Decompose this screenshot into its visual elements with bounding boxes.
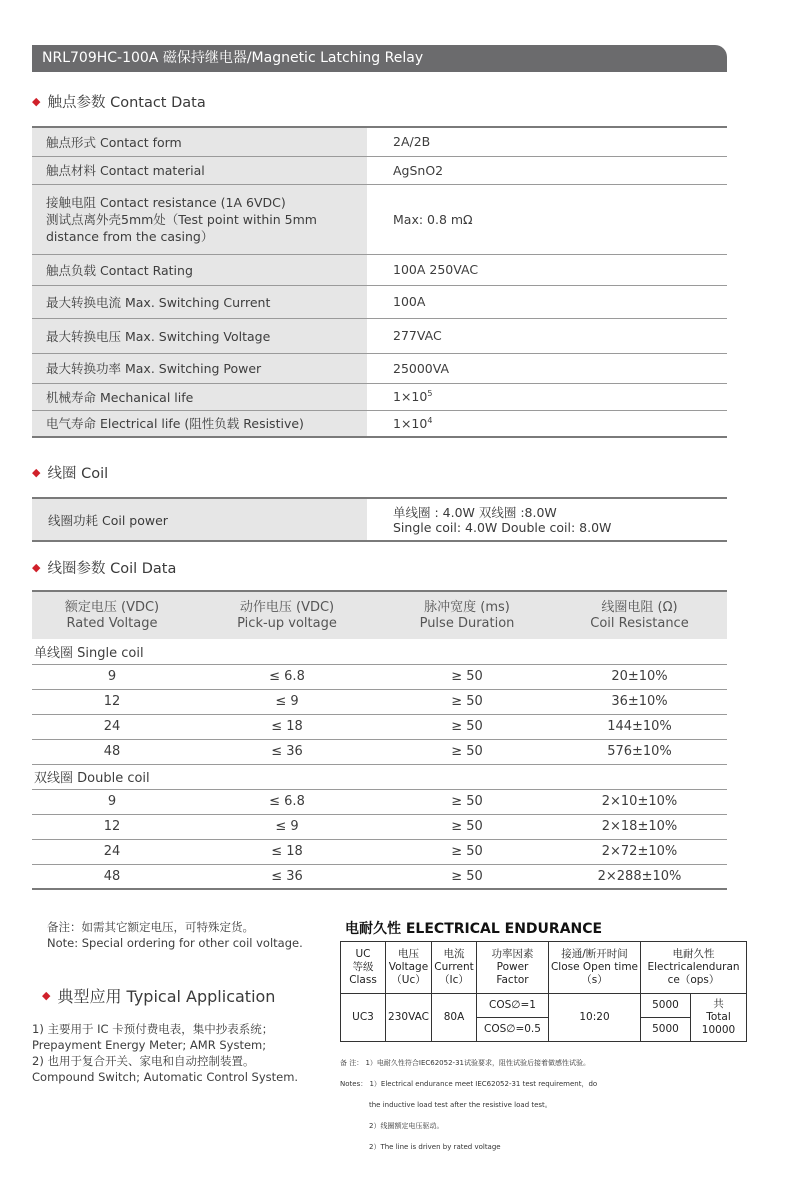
cell: 9 [32,789,192,814]
contact-form-label: 触点形式 Contact form [32,127,367,156]
endurance-col-life: 电耐久性 Electricalenduran ce（ops） [641,942,747,994]
mechanical-life-value: $1\times 10^5$ [367,383,727,410]
contact-resistance-line1: 接触电阻 Contact resistance (1A 6VDC) [46,194,286,210]
coil-section-label: 线圈 Coil [47,466,109,482]
diamond-bullet-icon: ◆ [32,466,41,479]
table-row [32,127,727,156]
endurance-col-time: 接通/断开时间 Close Open time （s） [549,942,641,994]
contact-section-label: 触点参数 Contact Data [47,95,206,111]
contact-resistance-line3: distance from the casing） [46,228,214,244]
endurance-current: 80A [432,994,477,1042]
contact-resistance-line2: 测试点离外壳5mm处（Test point within 5mm [46,211,317,227]
cell: 576±10% [552,739,727,764]
table-row [32,814,727,839]
endurance-col-uc: UC 等级 Class [341,942,386,994]
contact-rating-label: 触点负载 Contact Rating [32,254,367,285]
contact-section-title [32,91,206,112]
endurance-note-line: the inductive load test after the resistive load test。 [369,1101,552,1109]
max-current-value: 100A [367,285,727,318]
table-row [32,839,727,864]
note-line1: 备注：如需其它额定电压，可特殊定货。 [47,920,254,934]
cell: ≤ 6.8 [192,664,382,689]
mechanical-life-label: 机械寿命 Mechanical life [32,383,367,410]
cell: ≥ 50 [382,714,552,739]
max-voltage-value: 277VAC [367,318,727,353]
table-row [32,318,727,353]
application-text [32,1021,298,1085]
cell: ≤ 6.8 [192,789,382,814]
coil-power-table [32,497,727,542]
endurance-ops2: 5000 [641,1018,691,1042]
table-row [32,664,727,689]
col-coil-resistance: 线圈电阻 (Ω) Coil Resistance [552,591,727,639]
diamond-bullet-icon: ◆ [32,561,41,574]
coil-power-value [367,498,727,541]
endurance-col-current: 电流 Current （Ic） [432,942,477,994]
table-row [32,498,727,541]
table-row [32,383,727,410]
coil-power-line2: Single coil: 4.0W Double coil: 8.0W [393,519,612,535]
application-line1: 1) 主要用于 IC 卡预付费电表，集中抄表系统； [32,1022,274,1036]
cell: ≥ 50 [382,689,552,714]
endurance-note-line: 2）The line is driven by rated voltage [369,1143,501,1151]
cell: ≤ 9 [192,814,382,839]
cell: 2×72±10% [552,839,727,864]
cell: 24 [32,839,192,864]
application-title [42,984,275,1007]
max-voltage-label: 最大转换电压 Max. Switching Voltage [32,318,367,353]
endurance-voltage: 230VAC [386,994,432,1042]
cell: 36±10% [552,689,727,714]
cell: 12 [32,689,192,714]
page-header: NRL709HC-100A 磁保持继电器/Magnetic Latching Relay [32,45,727,72]
application-line4: Compound Switch; Automatic Control System. [32,1070,299,1084]
max-power-value: 25000VA [367,353,727,383]
cell: ≥ 50 [382,839,552,864]
cell: ≤ 36 [192,864,382,889]
endurance-notes [340,1059,597,1164]
col-pickup-voltage: 动作电压 (VDC) Pick-up voltage [192,591,382,639]
endurance-row [341,994,747,1018]
table-row [32,410,727,437]
coil-data-section-label: 线圈参数 Coil Data [47,561,177,577]
cell: ≥ 50 [382,814,552,839]
endurance-note-line: Notes： 1）Electrical endurance meet IEC62052-31 test requirement，do [340,1080,598,1088]
coil-data-section-title [32,557,176,578]
contact-resistance-label [32,184,367,254]
table-row [32,689,727,714]
cell: 2×10±10% [552,789,727,814]
endurance-pf1: COS∅=1 [477,994,549,1018]
cell: 48 [32,739,192,764]
diamond-bullet-icon: ◆ [42,989,51,1002]
cell: 12 [32,814,192,839]
endurance-note-line: 2）线圈额定电压驱动。 [369,1122,444,1130]
cell: ≤ 18 [192,714,382,739]
table-row [32,714,727,739]
table-row [32,184,727,254]
endurance-time: 10:20 [549,994,641,1042]
application-line3: 2) 也用于复合开关、家电和自动控制装置。 [32,1054,255,1068]
contact-material-label: 触点材料 Contact material [32,156,367,184]
diamond-bullet-icon: ◆ [32,95,41,108]
endurance-col-voltage: 电压 Voltage （Uc） [386,942,432,994]
coil-power-label: 线圈功耗 Coil power [32,498,367,541]
cell: 9 [32,664,192,689]
col-pulse-duration: 脉冲宽度 (ms) Pulse Duration [382,591,552,639]
cell: ≤ 18 [192,839,382,864]
cell: 48 [32,864,192,889]
electrical-life-label: 电气寿命 Electrical life (阻性负载 Resistive) [32,410,367,437]
endurance-uc: UC3 [341,994,386,1042]
cell: ≥ 50 [382,664,552,689]
table-header-row [32,591,727,639]
table-row [32,285,727,318]
table-row [32,789,727,814]
endurance-title: 电耐久性 ELECTRICAL ENDURANCE [345,921,603,937]
coil-section-title [32,462,108,483]
table-row [32,156,727,184]
endurance-total: 共 Total 10000 [691,994,747,1042]
table-row [32,864,727,889]
cell: 24 [32,714,192,739]
endurance-pf2: COS∅=0.5 [477,1018,549,1042]
application-line2: Prepayment Energy Meter; AMR System; [32,1038,267,1052]
contact-data-table [32,126,727,438]
cell: ≥ 50 [382,789,552,814]
double-coil-label: 双线圈 Double coil [32,764,727,789]
single-coil-group-row [32,639,727,664]
endurance-table [340,941,747,1042]
endurance-col-pf: 功率因素 Power Factor [477,942,549,994]
contact-resistance-value: Max: 0.8 mΩ [367,184,727,254]
cell: ≥ 50 [382,739,552,764]
application-title-label: 典型应用 Typical Application [57,987,276,1006]
cell: 2×18±10% [552,814,727,839]
cell: 2×288±10% [552,864,727,889]
cell: ≥ 50 [382,864,552,889]
endurance-ops1: 5000 [641,994,691,1018]
electrical-life-value: $1\times 10^4$ [367,410,727,437]
contact-form-value: 2A/2B [367,127,727,156]
cell: ≤ 9 [192,689,382,714]
contact-material-value: AgSnO2 [367,156,727,184]
double-coil-group-row [32,764,727,789]
coil-power-line1: 单线圈 : 4.0W 双线圈 :8.0W [393,504,557,520]
cell: ≤ 36 [192,739,382,764]
endurance-note-line: 备 注： 1）电耐久性符合IEC62052-31试验要求，阻性试验后接着做感性试验。 [340,1059,590,1067]
table-row [32,254,727,285]
note-line2: Note: Special ordering for other coil voltage. [47,936,303,950]
single-coil-label: 单线圈 Single coil [32,639,727,664]
coil-data-table [32,590,727,890]
max-current-label: 最大转换电流 Max. Switching Current [32,285,367,318]
contact-rating-value: 100A 250VAC [367,254,727,285]
col-rated-voltage: 额定电压 (VDC) Rated Voltage [32,591,192,639]
special-order-note [47,919,303,951]
max-power-label: 最大转换功率 Max. Switching Power [32,353,367,383]
table-row [32,353,727,383]
cell: 20±10% [552,664,727,689]
cell: 144±10% [552,714,727,739]
table-row [32,739,727,764]
endurance-header-row [341,942,747,994]
